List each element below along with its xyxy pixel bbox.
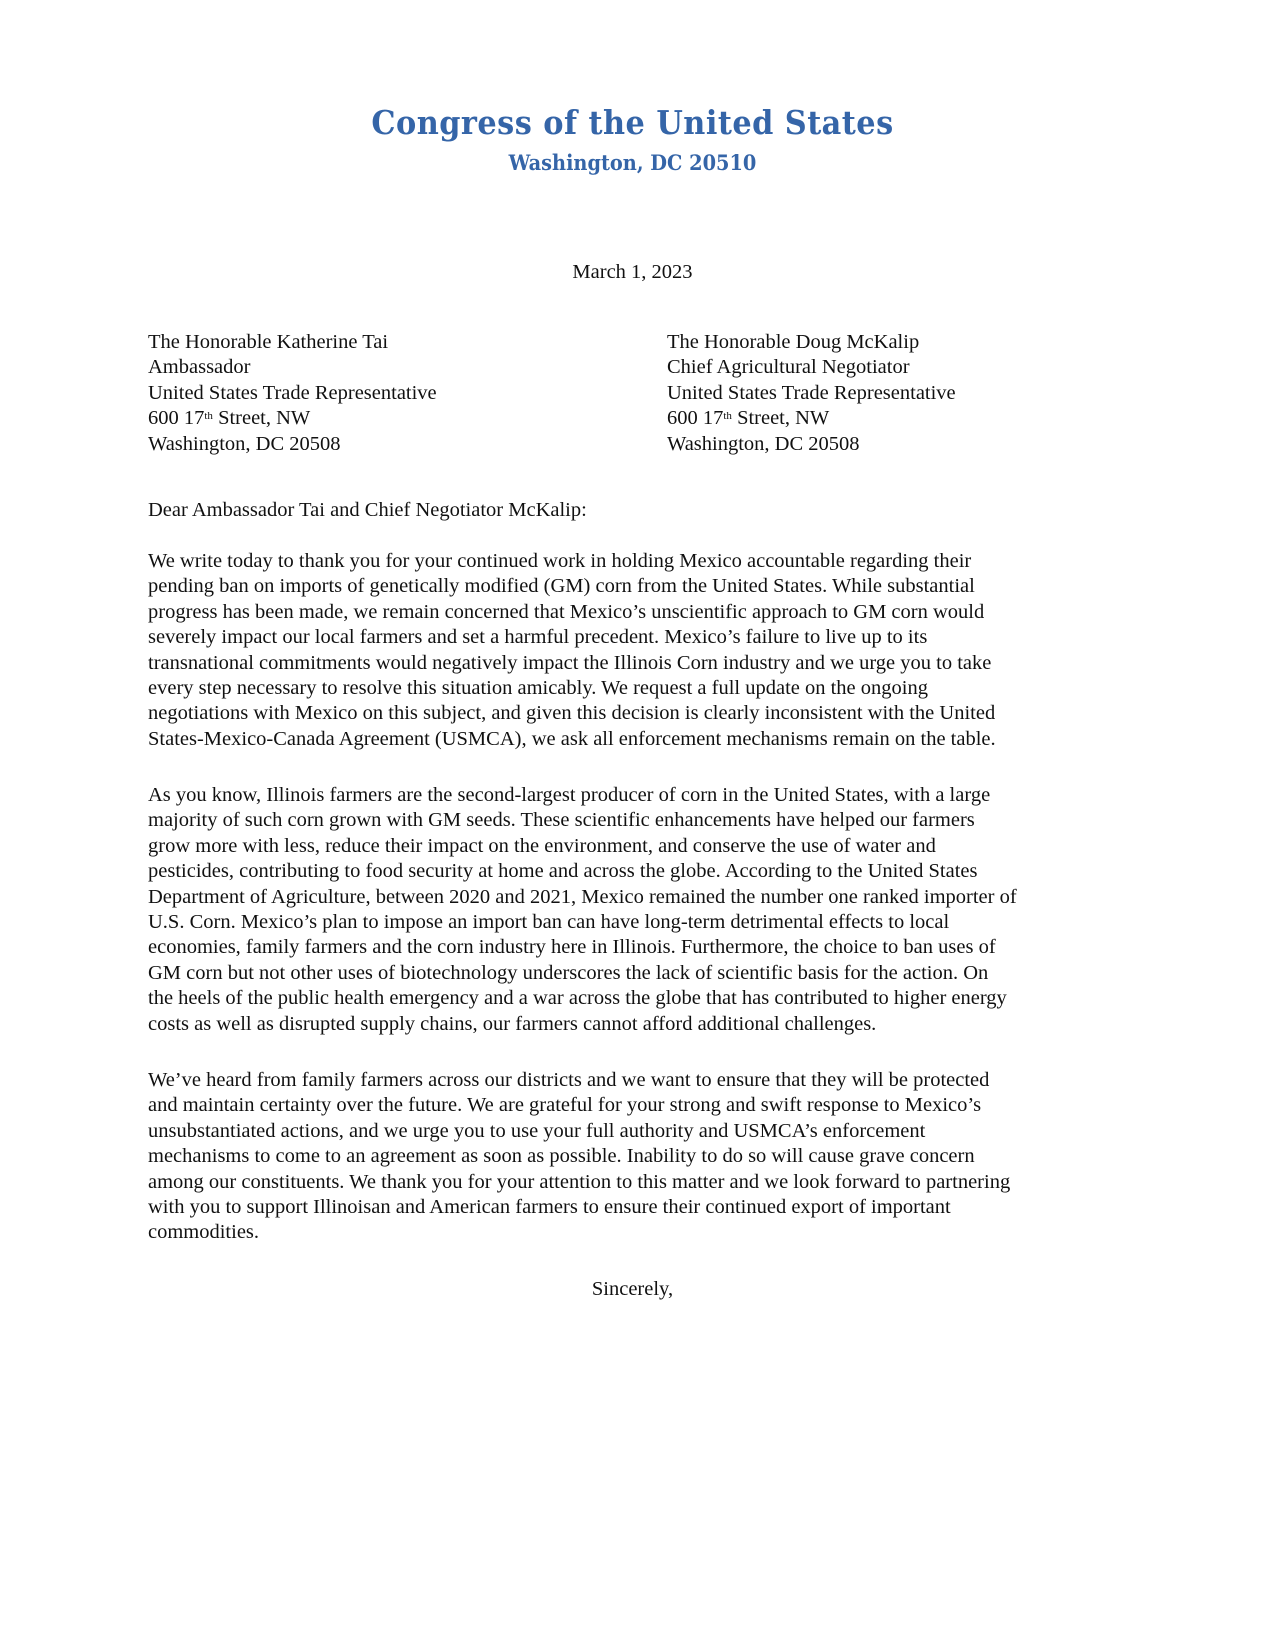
paragraph-line: As you know, Illinois farmers are the second-largest producer of corn in the United States, with a large: [148, 784, 991, 806]
street-number: 600 17: [667, 407, 724, 430]
paragraph-line: unsubstantiated actions, and we urge you to use your full authority and USMCA’s enforcement: [148, 1119, 926, 1142]
recipient-street: [667, 406, 956, 431]
paragraph-line: commodities.: [148, 1221, 260, 1244]
letterhead-title: Congress of the United States: [371, 103, 894, 142]
paragraph-line: grow more with less, reduce their impact on the environment, and conserve the use of water and: [148, 834, 936, 857]
body-paragraph-3: [148, 1068, 1108, 1246]
paragraph-line: pesticides, contributing to food security at home and across the globe. According to the United States: [148, 860, 978, 883]
street-ordinal-suffix: th: [723, 410, 732, 423]
recipient-address-mckalip: [667, 330, 956, 457]
recipient-street: [148, 406, 437, 431]
paragraph-line: progress has been made, we remain concerned that Mexico’s unscientific approach to GM corn would: [148, 600, 985, 623]
recipient-office: United States Trade Representative: [148, 381, 437, 404]
street-ordinal-suffix: th: [204, 410, 213, 423]
recipient-address-tai: [148, 330, 437, 457]
paragraph-line: negotiations with Mexico on this subject, and given this decision is clearly inconsistent with the United: [148, 702, 996, 725]
recipient-city: Washington, DC 20508: [667, 432, 860, 455]
recipient-name: The Honorable Katherine Tai: [148, 331, 389, 353]
street-name: Street, NW: [212, 407, 311, 430]
recipient-office: United States Trade Representative: [667, 381, 956, 404]
recipient-title: Ambassador: [148, 356, 251, 379]
paragraph-line: severely impact our local farmers and set a harmful precedent. Mexico’s failure to live up to its: [148, 626, 928, 649]
street-name: Street, NW: [731, 407, 830, 430]
body-paragraph-1: [148, 549, 1108, 752]
recipient-city: Washington, DC 20508: [148, 432, 341, 455]
paragraph-line: among our constituents. We thank you for your attention to this matter and we look forward to partnering: [148, 1170, 1011, 1193]
body-paragraph-2: [148, 783, 1108, 1037]
paragraph-line: every step necessary to resolve this situation amicably. We request a full update on the ongoing: [148, 677, 928, 700]
paragraph-line: transnational commitments would negatively impact the Illinois Corn industry and we urge you to take: [148, 651, 992, 674]
paragraph-line: costs as well as disrupted supply chains, our farmers cannot afford additional challenges.: [148, 1012, 877, 1035]
salutation: Dear Ambassador Tai and Chief Negotiator McKalip:: [148, 499, 587, 521]
recipient-title: Chief Agricultural Negotiator: [667, 356, 910, 379]
paragraph-line: majority of such corn grown with GM seeds. These scientific enhancements have helped our farmers: [148, 809, 975, 832]
letter-date: March 1, 2023: [572, 261, 693, 283]
paragraph-line: with you to support Illinoisan and American farmers to ensure their continued export of important: [148, 1196, 951, 1219]
paragraph-line: economies, family farmers and the corn industry here in Illinois. Furthermore, the choice to ban uses of: [148, 936, 996, 959]
paragraph-line: States-Mexico-Canada Agreement (USMCA), we ask all enforcement mechanisms remain on the table.: [148, 727, 996, 750]
recipient-name: The Honorable Doug McKalip: [667, 331, 920, 353]
paragraph-line: Department of Agriculture, between 2020 and 2021, Mexico remained the number one ranked importer of: [148, 885, 1017, 908]
paragraph-line: mechanisms to come to an agreement as soon as possible. Inability to do so will cause grave concern: [148, 1145, 975, 1168]
paragraph-line: and maintain certainty over the future. We are grateful for your strong and swift response to Mexico’s: [148, 1094, 982, 1117]
paragraph-line: We write today to thank you for your continued work in holding Mexico accountable regarding their: [148, 550, 972, 572]
paragraph-line: GM corn but not other uses of biotechnology underscores the lack of scientific basis for the action. On: [148, 961, 989, 984]
letterhead-address: Washington, DC 20510: [508, 150, 757, 175]
paragraph-line: pending ban on imports of genetically modified (GM) corn from the United States. While substantial: [148, 575, 975, 598]
paragraph-line: U.S. Corn. Mexico’s plan to impose an import ban can have long-term detrimental effects to local: [148, 911, 950, 934]
street-number: 600 17: [148, 407, 205, 430]
paragraph-line: We’ve heard from family farmers across our districts and we want to ensure that they will be protected: [148, 1069, 990, 1091]
paragraph-line: the heels of the public health emergency and a war across the globe that has contributed to higher energy: [148, 987, 1007, 1010]
letterhead: [0, 100, 1265, 178]
closing: Sincerely,: [591, 1278, 674, 1300]
